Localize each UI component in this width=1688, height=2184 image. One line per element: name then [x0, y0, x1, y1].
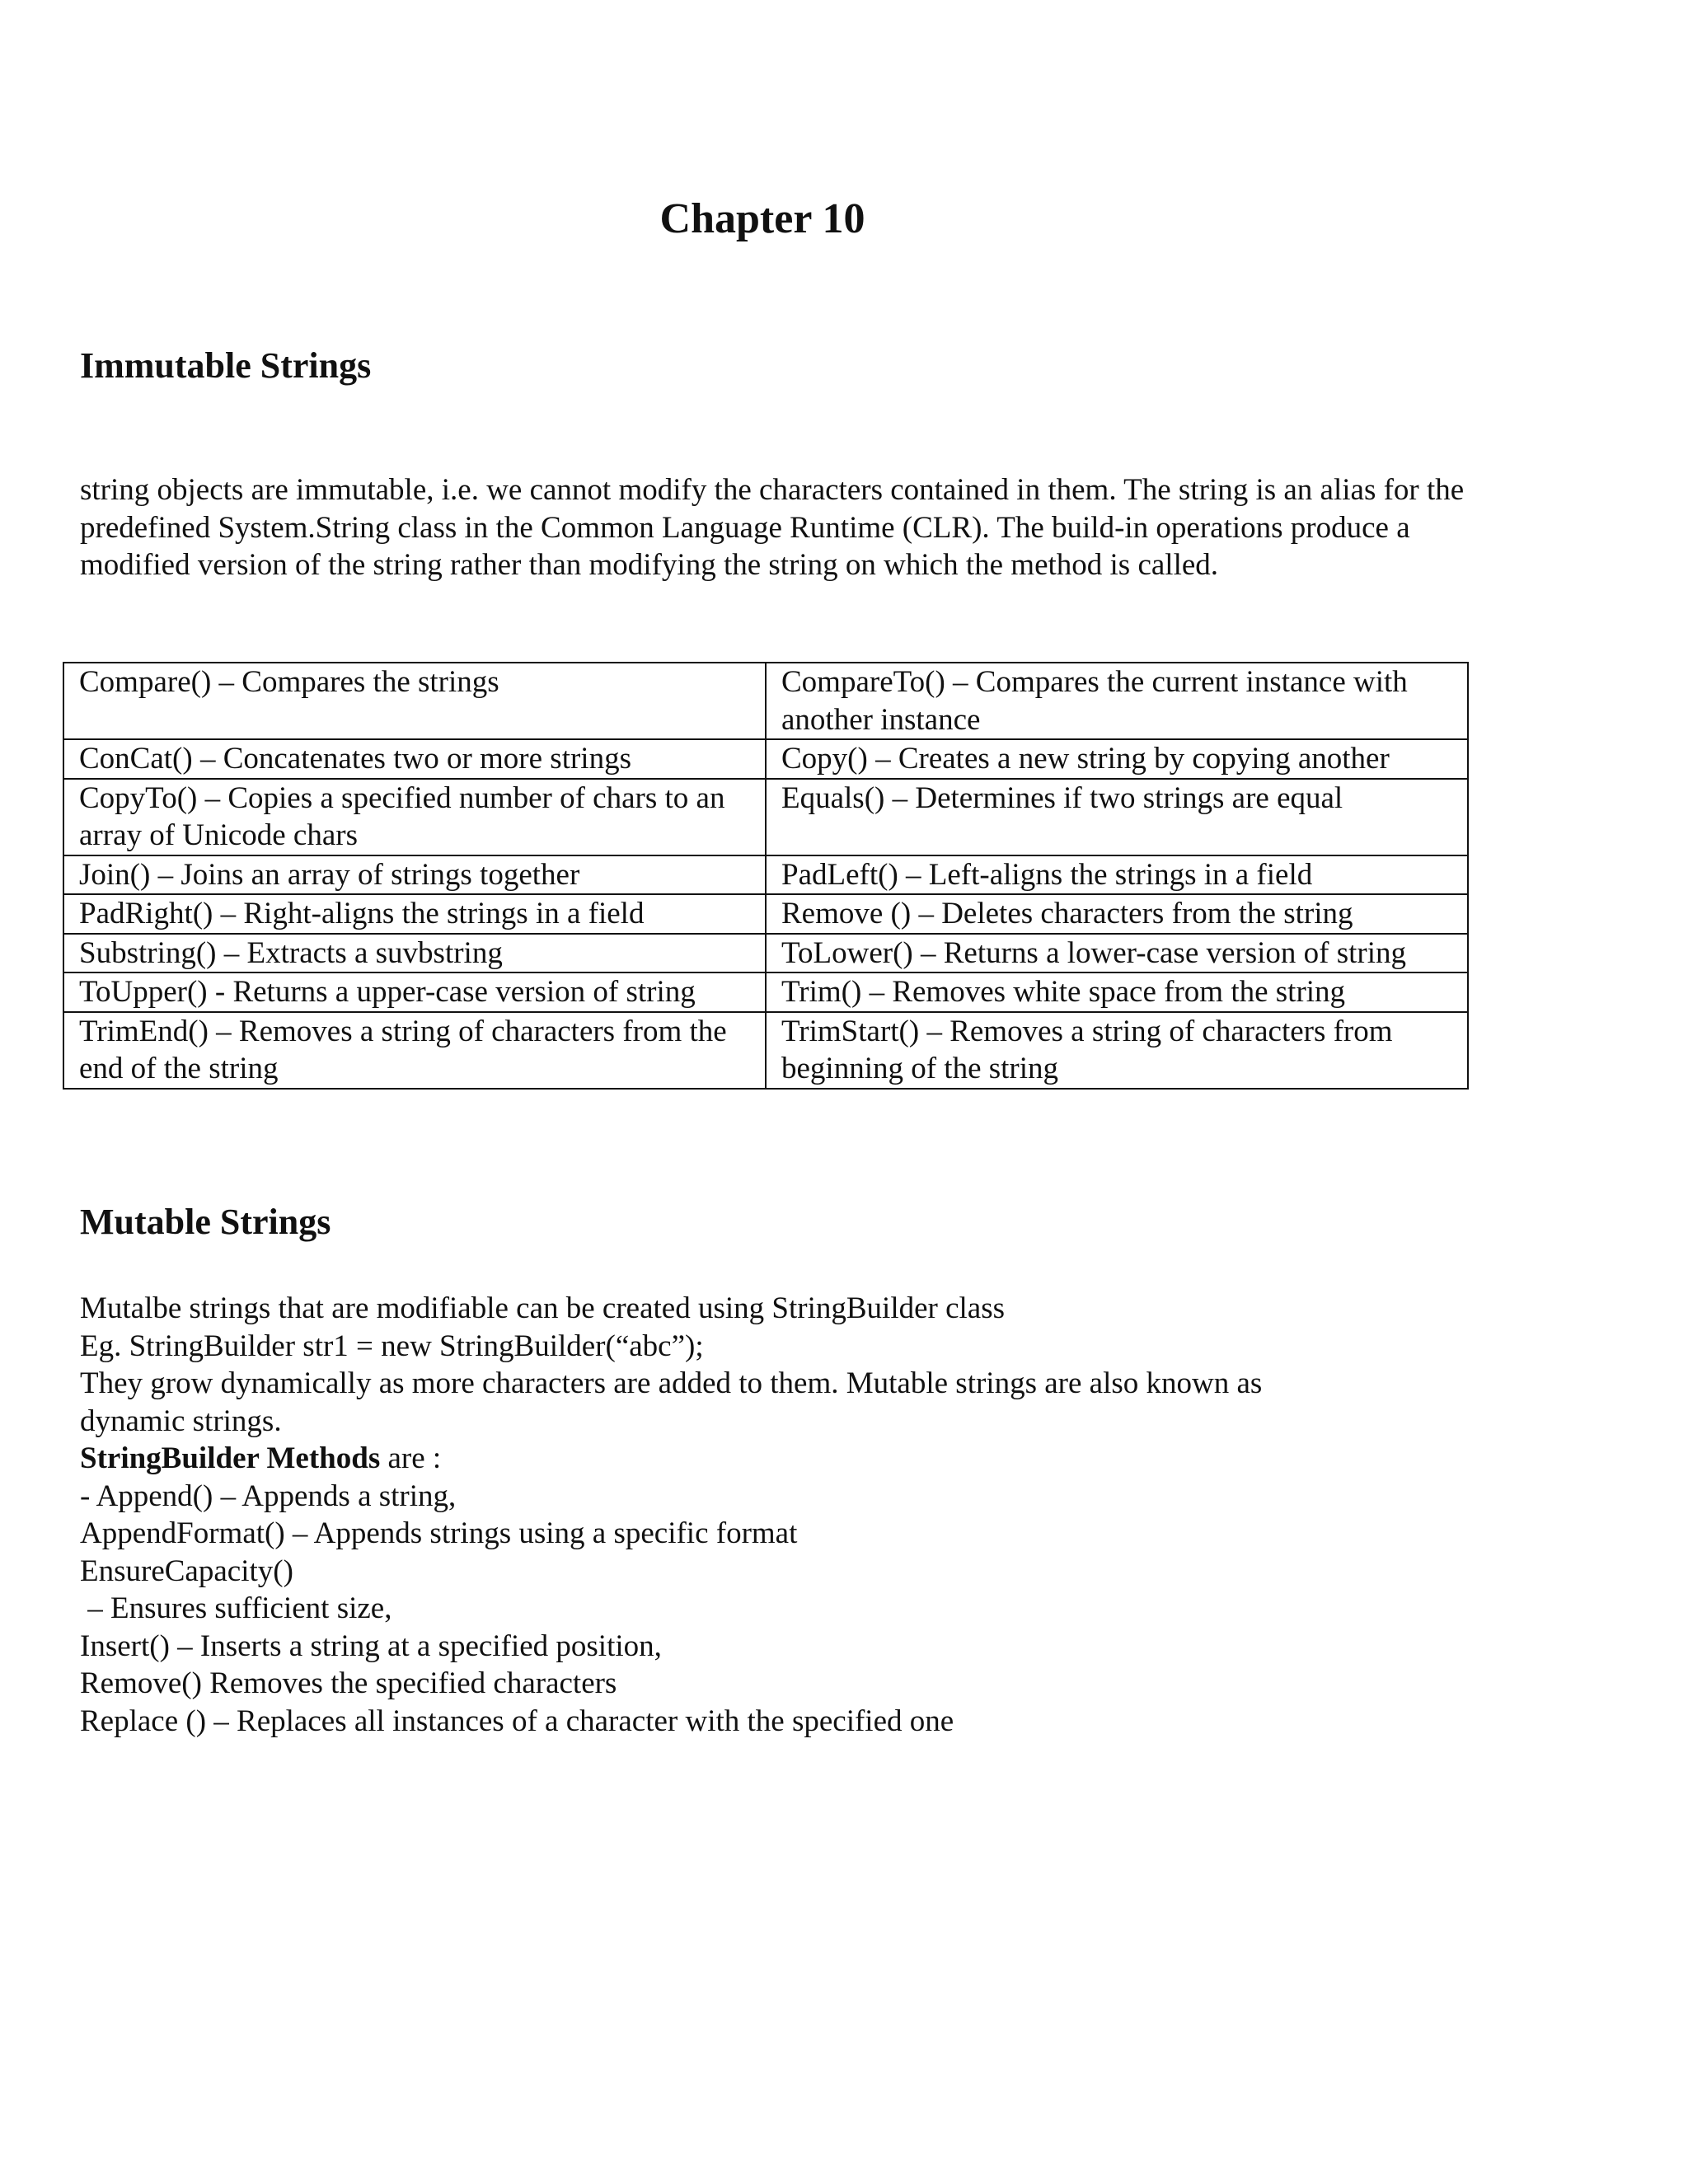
- method-item: EnsureCapacity(): [80, 1554, 293, 1588]
- methods-label: StringBuilder Methods: [80, 1441, 381, 1475]
- immutable-strings-paragraph: string objects are immutable, i.e. we cannot modify the characters contained in them. The string is an alias for the predefined System.String class in the Common Language Runtime (CLR). The build-in operations produce a modified version of the string rather than modifying the string on which the method is called.: [80, 473, 1465, 582]
- table-row: [63, 972, 1468, 1012]
- methods-label-line: [80, 1440, 1481, 1478]
- table-cell-right: Remove () – Deletes characters from the string: [766, 894, 1468, 934]
- table-cell-right: Trim() – Removes white space from the string: [766, 972, 1468, 1012]
- method-item: Remove() Removes the specified characters: [80, 1666, 617, 1700]
- table-cell-left: Substring() – Extracts a suvbstring: [63, 934, 766, 973]
- table-cell-right: PadLeft() – Left-aligns the strings in a field: [766, 855, 1468, 895]
- mutable-line: dynamic strings.: [80, 1404, 282, 1438]
- method-item: Replace () – Replaces all instances of a character with the specified one: [80, 1704, 954, 1738]
- table-row: [63, 663, 1468, 739]
- table-cell-left: PadRight() – Right-aligns the strings in a field: [63, 894, 766, 934]
- methods-label-suffix: are :: [380, 1441, 442, 1475]
- table-cell-left: Join() – Joins an array of strings together: [63, 855, 766, 895]
- table-cell-left: CopyTo() – Copies a specified number of chars to an array of Unicode chars: [63, 779, 766, 855]
- mutable-line: Mutalbe strings that are modifiable can be created using StringBuilder class: [80, 1291, 1006, 1325]
- table-row: [63, 739, 1468, 779]
- table-cell-left: ConCat() – Concatenates two or more strings: [63, 739, 766, 779]
- mutable-strings-body: [80, 1290, 1481, 1740]
- table-cell-left: TrimEnd() – Removes a string of characters from the end of the string: [63, 1012, 766, 1089]
- table-row: [63, 855, 1468, 895]
- method-item: Insert() – Inserts a string at a specified position,: [80, 1629, 662, 1663]
- mutable-strings-heading: Mutable Strings: [80, 1202, 331, 1242]
- method-item: AppendFormat() – Appends strings using a specific format: [80, 1516, 798, 1550]
- table-cell-right: Copy() – Creates a new string by copying another: [766, 739, 1468, 779]
- table-row: [63, 934, 1468, 973]
- table-cell-right: CompareTo() – Compares the current instance with another instance: [766, 663, 1468, 739]
- table-cell-left: Compare() – Compares the strings: [63, 663, 766, 739]
- mutable-line: They grow dynamically as more characters are added to them. Mutable strings are also known as: [80, 1366, 1263, 1400]
- immutable-strings-heading: Immutable Strings: [80, 345, 372, 386]
- method-item: - Append() – Appends a string,: [80, 1479, 457, 1513]
- table-cell-right: Equals() – Determines if two strings are equal: [766, 779, 1468, 855]
- table-row: [63, 1012, 1468, 1089]
- chapter-title: Chapter 10: [659, 195, 865, 242]
- table-cell-right: TrimStart() – Removes a string of characters from beginning of the string: [766, 1012, 1468, 1089]
- table-cell-left: ToUpper() - Returns a upper-case version of string: [63, 972, 766, 1012]
- table-row: [63, 779, 1468, 855]
- string-methods-table: [63, 662, 1469, 1090]
- table-row: [63, 894, 1468, 934]
- method-item: – Ensures sufficient size,: [80, 1591, 392, 1625]
- table-cell-right: ToLower() – Returns a lower-case version of string: [766, 934, 1468, 973]
- code-example-line: Eg. StringBuilder str1 = new StringBuilder(“abc”);: [80, 1329, 704, 1363]
